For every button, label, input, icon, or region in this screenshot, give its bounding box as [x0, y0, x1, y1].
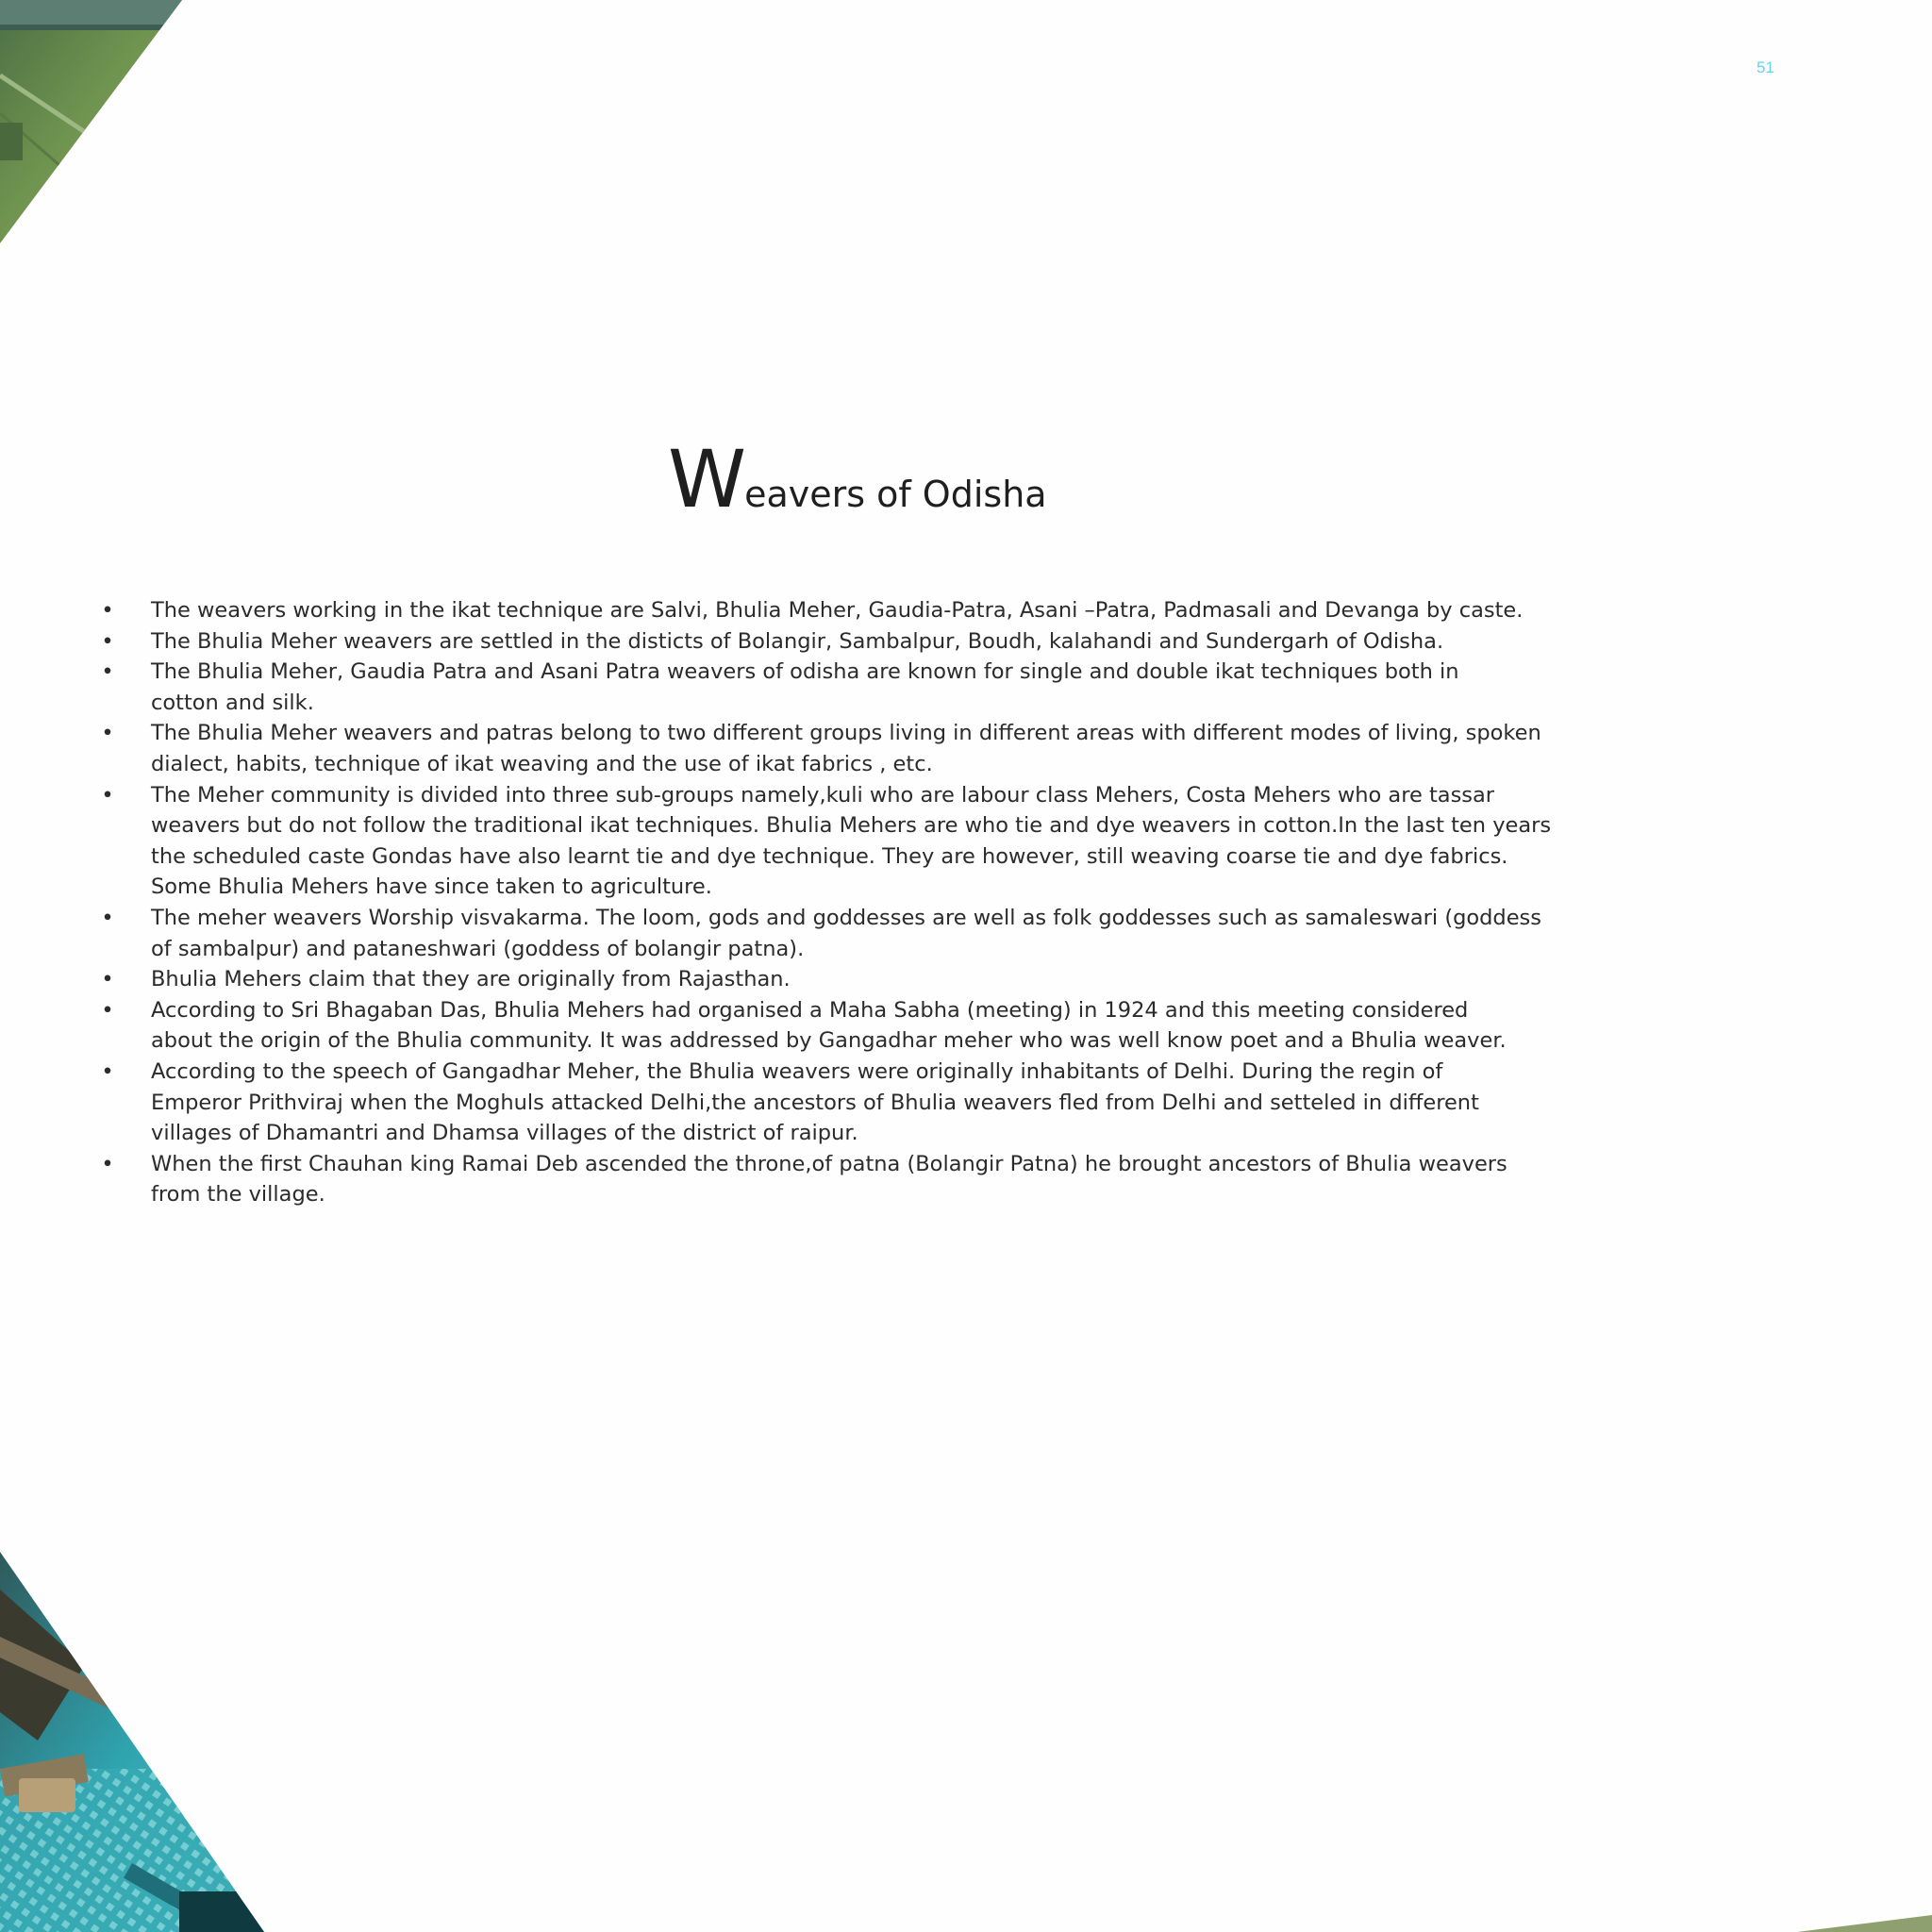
- list-item: [98, 995, 1626, 1057]
- list-item: [98, 626, 1626, 658]
- list-item-text: Bhulia Mehers claim that they are originally from Rajasthan.: [151, 967, 791, 992]
- bullet-icon: •: [101, 997, 114, 1023]
- bullet-icon: •: [101, 628, 114, 654]
- bullet-icon: •: [101, 782, 114, 808]
- list-item-text: When the first Chauhan king Ramai Deb ascended the throne,of patna (Bolangir Patna) he brought ancestors of Bhulia weavers from the village.: [151, 1151, 1507, 1208]
- list-item-text: The weavers working in the ikat technique are Salvi, Bhulia Meher, Gaudia-Patra, Asani –Patra, Padmasali and Devanga by caste.: [151, 598, 1524, 623]
- list-item: [98, 1057, 1626, 1149]
- list-item-text: The Meher community is divided into three sub-groups namely,kuli who are labour class Mehers, Costa Mehers who are tassar weavers but do not follow the traditional ikat techniques. Bhulia Mehers are who tie and dye weavers in cotton.In the last ten years the scheduled caste Gondas have also learnt tie and dye technique. They are however, still weaving coarse tie and dye fabrics. Some Bhulia Mehers have since taken to agriculture.: [151, 782, 1552, 900]
- list-item: [98, 780, 1626, 903]
- page-title: [668, 433, 1047, 525]
- bottom-left-loom-photo: [0, 1552, 269, 1932]
- title-initial: W: [668, 433, 745, 525]
- bullet-icon: •: [101, 1058, 114, 1084]
- list-item: [98, 1149, 1626, 1210]
- title-rest: eavers of Odisha: [744, 474, 1047, 515]
- list-item-text: The Bhulia Meher, Gaudia Patra and Asani Patra weavers of odisha are known for single and double ikat techniques both in cotton and silk.: [151, 659, 1459, 715]
- bottom-right-photo-edge: [1797, 1915, 1932, 1932]
- list-item: [98, 903, 1626, 964]
- bullet-list: [98, 595, 1626, 1210]
- bullet-icon: •: [101, 659, 114, 685]
- list-item: [98, 657, 1626, 718]
- list-item-text: The Bhulia Meher weavers and patras belong to two different groups living in different areas with different modes of living, spoken dialect, habits, technique of ikat weaving and the use of ikat fabrics , etc.: [151, 721, 1541, 776]
- list-item-text: The meher weavers Worship visvakarma. The loom, gods and goddesses are well as folk goddesses such as samaleswari (goddess of sambalpur) and pataneshwari (goddess of bolangir patna).: [151, 905, 1542, 961]
- list-item: [98, 718, 1626, 779]
- bullet-icon: •: [101, 598, 114, 623]
- bullet-icon: •: [101, 1151, 114, 1176]
- list-item: [98, 964, 1626, 995]
- bullet-icon: •: [101, 905, 114, 930]
- list-item: [98, 595, 1626, 626]
- page-number: 51: [1757, 58, 1774, 76]
- bullet-icon: •: [101, 721, 114, 746]
- top-left-loom-photo: [0, 0, 189, 250]
- list-item-text: According to the speech of Gangadhar Meher, the Bhulia weavers were originally inhabitants of Delhi. During the regin of Emperor Prithviraj when the Moghuls attacked Delhi,the ancestors of Bhulia weavers fled from Delhi and setteled in different villages of Dhamantri and Dhamsa villages of the district of raipur.: [151, 1058, 1479, 1146]
- bullet-icon: •: [101, 967, 114, 992]
- list-item-text: The Bhulia Meher weavers are settled in the disticts of Bolangir, Sambalpur, Boudh, kalahandi and Sundergarh of Odisha.: [151, 628, 1444, 654]
- list-item-text: According to Sri Bhagaban Das, Bhulia Mehers had organised a Maha Sabha (meeting) in 1924 and this meeting considered about the origin of the Bhulia community. It was addressed by Gangadhar meher who was well know poet and a Bhulia weaver.: [151, 997, 1507, 1054]
